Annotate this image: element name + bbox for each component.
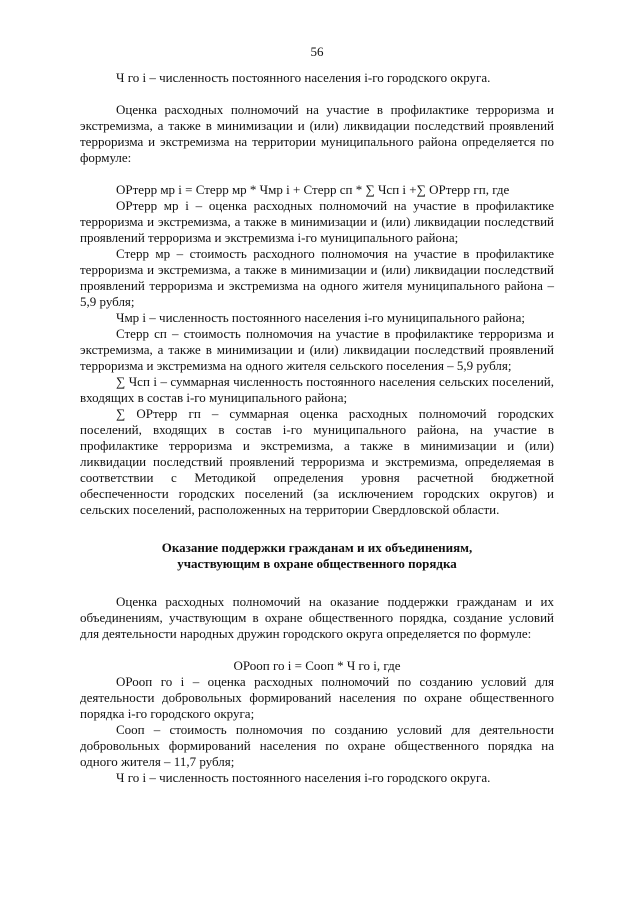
paragraph-population-city-2: Ч го i – численность постоянного населения i-го городского округа. bbox=[116, 770, 491, 785]
paragraph-chmr-def: Чмр i – численность постоянного населения i-го муниципального района; bbox=[116, 310, 526, 325]
page-content bbox=[80, 44, 554, 786]
paragraph-terror-intro: Оценка расходных полномочий на участие в профилактике терроризма и экстремизма, а также в минимизации и (или) ликвидации последствий проявлений терроризма и экстремизма на территории муниципального района определяется по формуле: bbox=[80, 102, 554, 165]
section-heading-line1: Оказание поддержки гражданам и их объединениям, bbox=[161, 540, 473, 555]
paragraph-sum-orterr-gp-def: ∑ ОРтерр гп – суммарная оценка расходных полномочий городских поселений, входящих в состав i-го муниципального района, на участие в профилактике терроризма и экстремизма, а также в минимизации и (или) ликвидации последствий проявлений терроризма и экстремизма, определяемая в соответствии с Методикой определения уровня расчетной бюджетной обеспеченности городских поселений (за исключением городских округов) и сельских поселений, расположенных на территории Свердловской области. bbox=[80, 406, 554, 517]
paragraph-population-city: Ч го i – численность постоянного населения i-го городского округа. bbox=[116, 70, 491, 85]
paragraph-sterr-sp-def: Стерр сп – стоимость полномочия на участие в профилактике терроризма и экстремизма, а также в минимизации и (или) ликвидации последствий проявлений терроризма и экстремизма на одного жителя сельского поселения – 5,9 рубля; bbox=[80, 326, 554, 373]
paragraph-oroop-def: ОРооп го i – оценка расходных полномочий по созданию условий для деятельности добровольных формирований населения по охране общественного порядка i-го городского округа; bbox=[80, 674, 554, 721]
paragraph-oop-intro: Оценка расходных полномочий на оказание поддержки гражданам и их объединениям, участвующим в охране общественного порядка, создание условий для деятельности народных дружин городского округа определяется по формуле: bbox=[80, 594, 554, 641]
paragraph-soop-def: Сооп – стоимость полномочия по созданию условий для деятельности добровольных формирований населения по охране общественного порядка на одного жителя – 11,7 рубля; bbox=[80, 722, 554, 769]
paragraph-sterr-mr-def: Стерр мр – стоимость расходного полномочия на участие в профилактике терроризма и экстремизма, а также в минимизации и (или) ликвидации последствий проявлений терроризма и экстремизма на одного жителя муниципального района – 5,9 рубля; bbox=[80, 246, 554, 309]
formula-oop: ОРооп го i = Cооп * Ч го i, где bbox=[233, 658, 401, 673]
section-heading-line2: участвующим в охране общественного порядка bbox=[177, 556, 457, 571]
paragraph-orterr-def: ОРтерр мр i – оценка расходных полномочий на участие в профилактике терроризма и экстремизма, а также в минимизации и (или) ликвидации последствий проявлений терроризма и экстремизма i-го муниципального района; bbox=[80, 198, 554, 245]
page-number: 56 bbox=[310, 44, 324, 59]
paragraph-sum-chsp-def: ∑ Чсп i – суммарная численность постоянного населения сельских поселений, входящих в состав i-го муниципального района; bbox=[80, 374, 554, 405]
formula-terror: ОРтерр мр i = Стерр мр * Чмр i + Стерр сп * ∑ Чсп i +∑ ОРтерр гп, где bbox=[116, 182, 510, 197]
